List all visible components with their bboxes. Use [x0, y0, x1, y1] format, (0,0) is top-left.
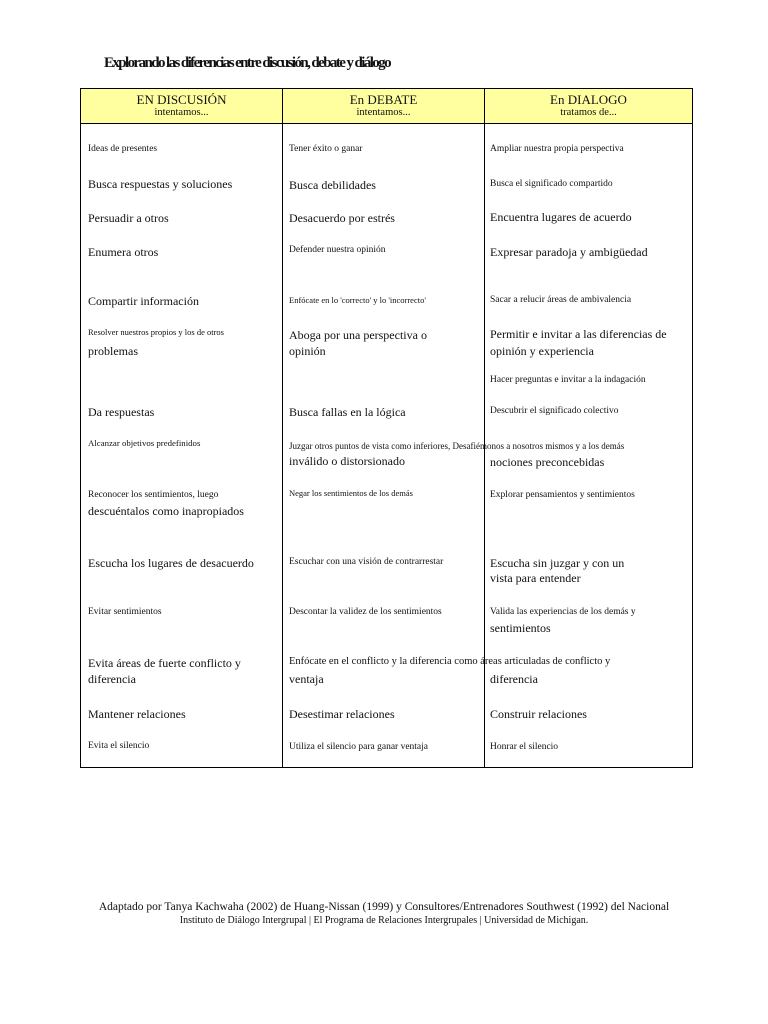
table-cell: Hacer preguntas e invitar a la indagación [490, 375, 646, 385]
table-cell: problemas [88, 344, 138, 358]
table-cell: Evitar sentimientos [88, 607, 162, 617]
table-cell: Descontar la validez de los sentimientos [289, 607, 442, 617]
header-subtitle: intentamos... [356, 107, 411, 118]
table-cell: Juzgar otros puntos de vista como inferiores, Desafiémonos a nosotros mismos y a los demás [289, 441, 625, 451]
table-cell: Ideas de presentes [88, 144, 158, 154]
table-cell: Aboga por una perspectiva o [289, 328, 427, 342]
table-cell: Ampliar nuestra propia perspectiva [490, 144, 624, 154]
table-cell: diferencia [490, 672, 538, 686]
table-cell: inválido o distorsionado [289, 454, 405, 468]
table-cell: Escucha sin juzgar y con un [490, 556, 625, 570]
table-cell: Escuchar con una visión de contrarrestar [289, 557, 444, 567]
table-cell: Explorar pensamientos y sentimientos [490, 490, 635, 500]
column-divider [282, 89, 283, 767]
table-cell: Sacar a relucir áreas de ambivalencia [490, 295, 632, 305]
header-subtitle: intentamos... [154, 107, 209, 118]
table-cell: Reconocer los sentimientos, luego [88, 490, 219, 500]
table-cell: nociones preconcebidas [490, 455, 605, 469]
table-cell: opinión [289, 344, 326, 358]
table-cell: Desacuerdo por estrés [289, 211, 395, 225]
header-title: EN DISCUSIÓN [136, 92, 227, 107]
table-cell: Enumera otros [88, 245, 159, 259]
table-cell: Expresar paradoja y ambigüedad [490, 245, 648, 259]
page-title: Explorando las diferencias entre discusión, debate y diálogo [104, 55, 390, 71]
table-cell: Busca el significado compartido [490, 179, 613, 189]
table-cell: Negar los sentimientos de los demás [289, 488, 413, 498]
table-cell: Descubrir el significado colectivo [490, 406, 619, 416]
table-header [81, 89, 692, 124]
table-cell: Evita el silencio [88, 741, 150, 751]
table-cell: Busca fallas en la lógica [289, 405, 406, 419]
table-cell: Alcanzar objetivos predefinidos [88, 438, 201, 448]
table-cell: Busca debilidades [289, 178, 376, 192]
table-cell: sentimientos [490, 621, 551, 635]
table-cell: ventaja [289, 672, 324, 686]
table-cell: Escucha los lugares de desacuerdo [88, 556, 254, 570]
table-cell: Da respuestas [88, 405, 155, 419]
header-subtitle: tratamos de... [560, 107, 617, 118]
footer-institution: Instituto de Diálogo Intergrupal | El Programa de Relaciones Intergrupales | Universidad de Michigan. [179, 915, 589, 926]
table-cell: Valida las experiencias de los demás y [490, 607, 636, 617]
comparison-table [80, 88, 693, 768]
table-cell: Desestimar relaciones [289, 707, 395, 721]
table-cell: Enfócate en lo 'correcto' y lo 'incorrecto' [289, 295, 426, 305]
header-dialogue [485, 89, 692, 123]
table-cell: Permitir e invitar a las diferencias de [490, 327, 667, 341]
table-cell: Construir relaciones [490, 707, 587, 721]
table-cell: opinión y experiencia [490, 344, 594, 358]
table-cell: Resolver nuestros propios y los de otros [88, 327, 224, 337]
table-cell: Evita áreas de fuerte conflicto y [88, 656, 241, 670]
header-debate [283, 89, 484, 123]
table-cell: Encuentra lugares de acuerdo [490, 210, 632, 224]
table-cell: Utiliza el silencio para ganar ventaja [289, 742, 429, 752]
table-cell: descuéntalos como inapropiados [88, 504, 244, 518]
header-discussion [81, 89, 282, 123]
table-cell: Compartir información [88, 294, 199, 308]
table-cell: Mantener relaciones [88, 707, 186, 721]
table-cell: Tener éxito o ganar [289, 144, 363, 154]
table-cell: Enfócate en el conflicto y la diferencia como áreas articuladas de conflicto y [289, 656, 611, 667]
table-cell: Defender nuestra opinión [289, 245, 386, 255]
header-title: En DEBATE [349, 92, 418, 107]
table-cell: Honrar el silencio [490, 742, 559, 752]
table-cell: diferencia [88, 672, 136, 686]
table-cell: Persuadir a otros [88, 211, 169, 225]
table-cell: vista para entender [490, 571, 581, 585]
footer-credit: Adaptado por Tanya Kachwaha (2002) de Huang-Nissan (1999) y Consultores/Entrenadores Southwest (1992) del Nacional [98, 901, 670, 913]
header-title: En DIALOGO [550, 92, 627, 107]
table-cell: Busca respuestas y soluciones [88, 177, 233, 191]
